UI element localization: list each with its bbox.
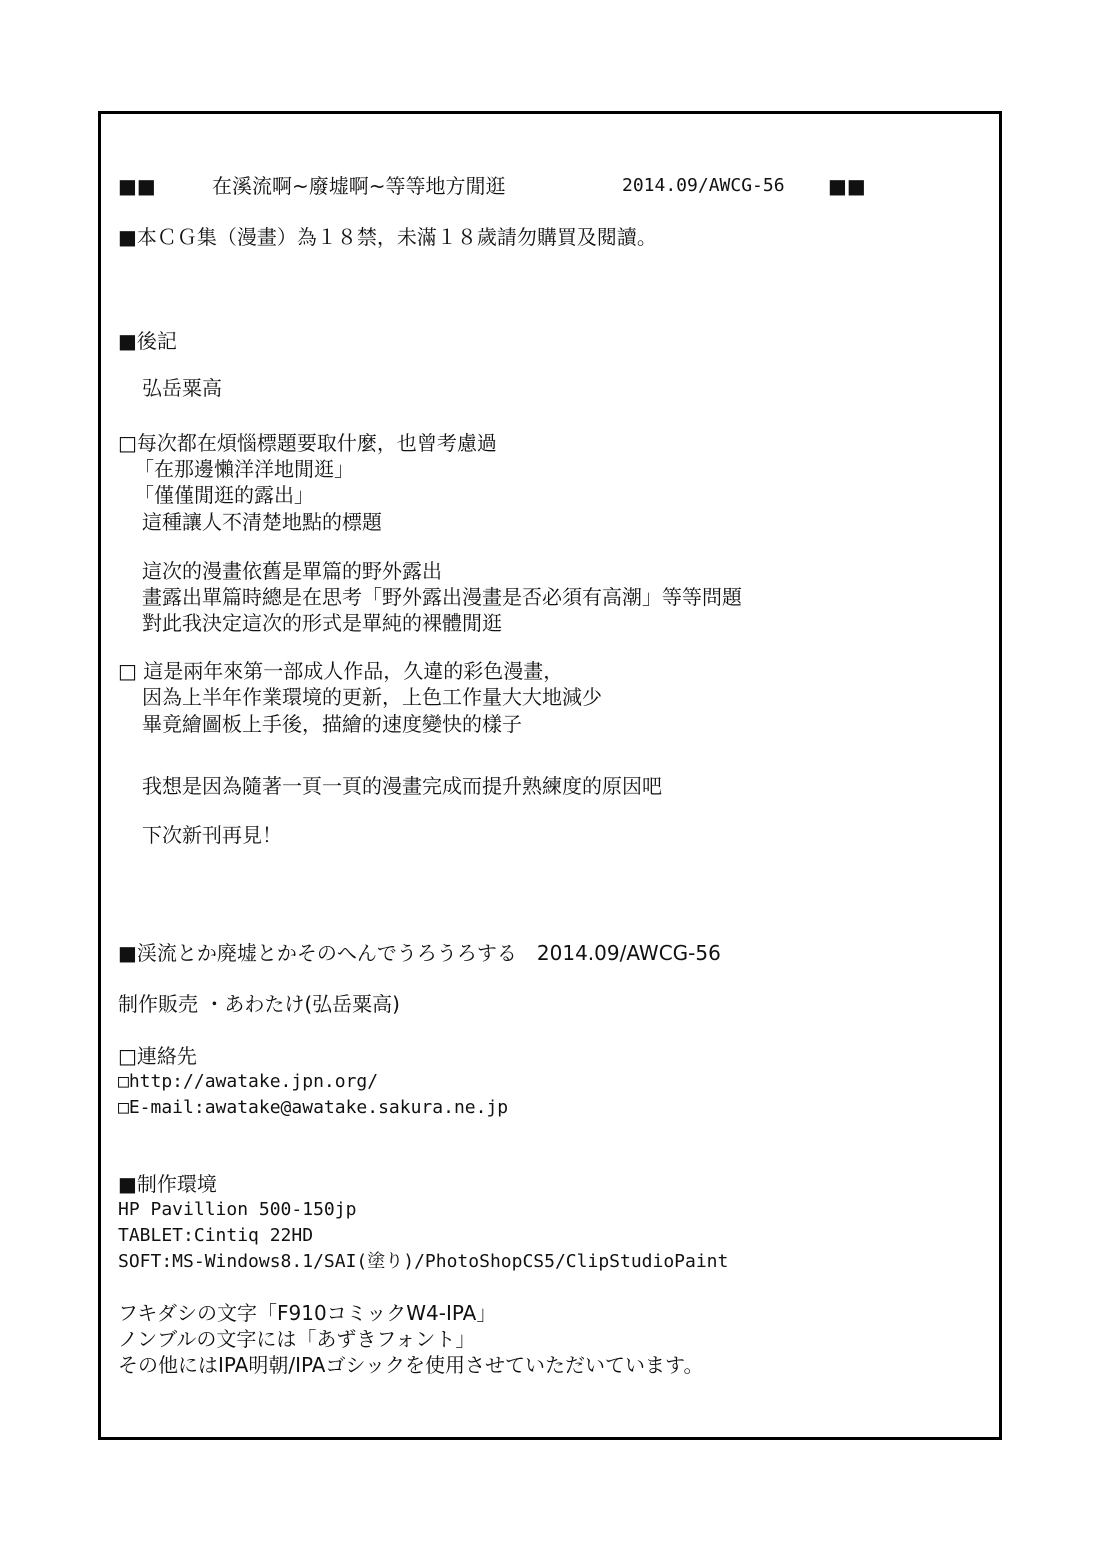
colophon-title: ■渓流とか廃墟とかそのへんでうろうろする 2014.09/AWCG-56 [118, 941, 721, 965]
paragraph-line: 「在那邊懶洋洋地閒逛」 [134, 457, 354, 481]
environment-pc: HP Pavillion 500-150jp [118, 1199, 357, 1220]
afterword-author: 弘岳粟高 [142, 376, 222, 400]
paragraph-line: 畢竟繪圖板上手後，描繪的速度變快的樣子 [142, 712, 522, 736]
header-right-marks: ■■ [828, 174, 866, 198]
paragraph-line: 這次的漫畫依舊是單篇的野外露出 [142, 559, 442, 583]
paragraph-line: □ 這是兩年來第一部成人作品，久違的彩色漫畫， [118, 659, 564, 683]
environment-tablet: TABLET:Cintiq 22HD [118, 1225, 314, 1246]
paragraph-line: 「僅僅閒逛的露出」 [134, 483, 314, 507]
paragraph-line: □每次都在煩惱標題要取什麼，也曾考慮過 [118, 431, 497, 455]
header-code: 2014.09/AWCG-56 [622, 175, 785, 196]
paragraph-line: 對此我決定這次的形式是單純的裸體閒逛 [142, 611, 502, 635]
header-left-marks: ■■ [118, 174, 156, 198]
contact-email: □E-mail:awatake@awatake.sakura.ne.jp [118, 1097, 509, 1118]
header-title: 在溪流啊~廢墟啊~等等地方閒逛 [212, 174, 506, 198]
paragraph-line: 畫露出單篇時總是在思考「野外露出漫畫是否必須有高潮」等等問題 [142, 585, 742, 609]
paragraph-line: 因為上半年作業環境的更新，上色工作量大大地減少 [142, 685, 602, 709]
contact-url: □http://awatake.jpn.org/ [118, 1071, 379, 1092]
paragraph-line: 下次新刊再見！ [142, 823, 282, 847]
environment-software: SOFT:MS-Windows8.1/SAI(塗り)/PhotoShopCS5/ClipStudioPaint [118, 1251, 729, 1272]
contact-heading: □連絡先 [118, 1044, 197, 1068]
environment-heading: ■制作環境 [118, 1172, 217, 1196]
afterword-heading: ■後記 [118, 329, 177, 353]
paragraph-line: 這種讓人不清楚地點的標題 [142, 510, 382, 534]
colophon-publisher: 制作販売 ・あわたけ(弘岳粟高) [118, 992, 400, 1016]
font-credit: フキダシの文字「F910コミックW4-IPA」 [118, 1301, 497, 1325]
font-credit: その他にはIPA明朝/IPAゴシックを使用させていただいています。 [118, 1353, 704, 1377]
age-notice: ■本ＣＧ集（漫畫）為１８禁，未滿１８歲請勿購買及閱讀。 [118, 225, 657, 249]
font-credit: ノンブルの文字には「あずきフォント」 [118, 1327, 476, 1351]
paragraph-line: 我想是因為隨著一頁一頁的漫畫完成而提升熟練度的原因吧 [142, 774, 662, 798]
